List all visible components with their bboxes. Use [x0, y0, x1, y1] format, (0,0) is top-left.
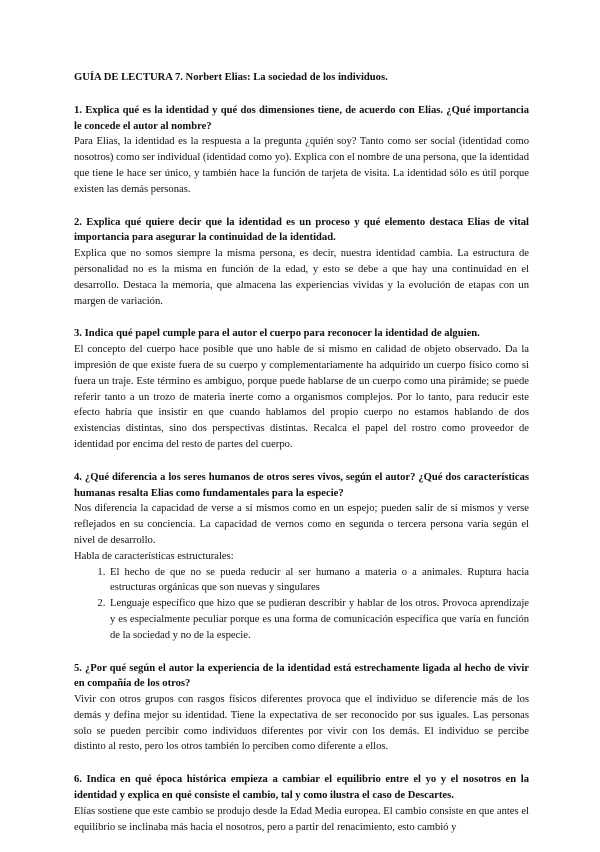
list-item: 2. Lenguaje específico que hizo que se pudieran describir y hablar de los otros. Provoca aprendizaje y es especialmente peculiar porque es una forma de comunicación específica que varía en función de la sociedad y no de la especie.: [108, 596, 529, 643]
section-2: [74, 215, 529, 310]
question-3: 3. Indica qué papel cumple para el autor el cuerpo para reconocer la identidad de alguien.: [74, 328, 480, 340]
answer-3: El concepto del cuerpo hace posible que uno hable de sí mismo en calidad de objeto observado. Da la impresión de que existe fuera de su cuerpo y complementariamente ha adquirido un cuerpo físico como si fuera un traje. Este término es ambiguo, porque puede hablarse de un cuerpo como una pirámide; se puede referir tanto a un trozo de materia inerte como a organismos complejos. Por lo tanto, para reducir este efecto habría que insistir en que cuando hablamos del propio cuerpo no estamos hablando de dos existencias distintas, sino dos perspectivas distintas. Recalca el papel del rostro como proveedor de identidad por encima del resto de partes del cuerpo.: [74, 344, 529, 450]
answer-5: Vivir con otros grupos con rasgos físicos diferentes provoca que el individuo se diferencie más de los demás y defina mejor su identidad. Tiene la expectativa de ser reconocido por sus iguales. Las personas solo se pueden percibir como individuos diferentes por vivir con los demás. El individuo se percibe distinto al resto, pero los otros también lo perciben como diferente a ellos.: [74, 694, 529, 753]
section-4: [74, 470, 529, 644]
section-6: [74, 772, 529, 835]
answer-6: Elías sostiene que este cambio se produjo desde la Edad Media europea. El cambio consiste en que antes el equilibrio se inclinaba más hacia el nosotros, pero a partir del renacimiento, esto cambió y: [74, 805, 529, 833]
question-6: 6. Indica en qué época histórica empieza a cambiar el equilibrio entre el yo y el nosotros en la identidad y explica en qué consiste el cambio, tal y como ilustra el caso de Descartes.: [74, 774, 529, 802]
question-2: 2. Explica qué quiere decir que la identidad es un proceso y qué elemento destaca Elias de vital importancia para asegurar la continuidad de la identidad.: [74, 216, 529, 244]
question-5: 5. ¿Por qué según el autor la experiencia de la identidad está estrechamente ligada al hecho de vivir en compañía de los otros?: [74, 662, 529, 690]
answer-2: Explica que no somos siempre la misma persona, es decir, nuestra identidad cambia. La estructura de personalidad no es la misma en función de la edad, y esto se debe a que hay una continuidad en el desarrollo. Destaca la memoria, que almacena las experiencias vividas y la evolución de etapas con un margen de variación.: [74, 248, 529, 307]
characteristics-list: [74, 565, 529, 644]
list-item: 1. El hecho de que no se pueda reducir al ser humano a materia o a animales. Ruptura hacia estructuras orgánicas que son nuevas y singulares: [108, 565, 529, 597]
answer-1: Para Elias, la identidad es la respuesta a la pregunta ¿quién soy? Tanto como ser social (identidad como nosotros) como ser individual (identidad como yo). Explica con el nombre de una persona, que la identidad que tiene le hace ser único, y también hace la función de tarjeta de visita. La identidad sólo es útil porque existen las demás personas.: [74, 136, 529, 195]
question-1: 1. Explica qué es la identidad y qué dos dimensiones tiene, de acuerdo con Elias. ¿Qué importancia le concede el autor al nombre?: [74, 104, 529, 132]
question-4: 4. ¿Qué diferencia a los seres humanos de otros seres vivos, según el autor? ¿Qué dos características humanas resalta Elias como fundamentales para la especie?: [74, 471, 529, 499]
document-title: GUÍA DE LECTURA 7. Norbert Elias: La sociedad de los individuos.: [74, 72, 388, 83]
section-1: [74, 103, 529, 198]
document-page: [74, 70, 529, 852]
section-3: [74, 326, 529, 452]
answer-4: Nos diferencia la capacidad de verse a sí mismos como en un espejo; pueden salir de sí mismos y verse reflejados en su conciencia. La capacidad de vernos como en segunda o tercera persona varía según el nivel de desarrollo.: [74, 503, 529, 546]
list-intro: Habla de características estructurales:: [74, 550, 234, 562]
section-5: [74, 661, 529, 756]
